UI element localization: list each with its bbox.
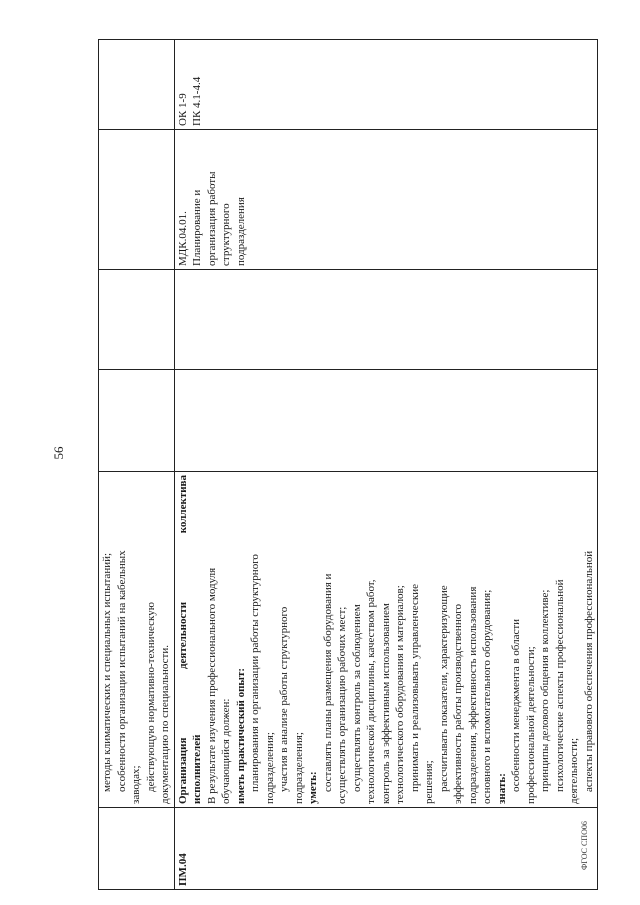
practical-line: подразделения; <box>292 732 305 804</box>
skill-line: эффективность работы производственного <box>452 604 464 804</box>
curriculum-table-rotated <box>98 40 593 890</box>
knowledge-line: психологические аспекты профессиональной <box>553 579 566 792</box>
page-number: 56 <box>51 446 66 460</box>
text-line: действующую нормативно-техническую <box>144 602 157 792</box>
competency-line: ОК 1-9 <box>176 93 189 126</box>
mdk-line: Планирование и <box>191 189 203 266</box>
text-line: заводах; <box>130 765 142 804</box>
competency-line: ПК 4.1-4.4 <box>191 76 203 126</box>
cell-empty <box>99 40 175 130</box>
footer-stamp: ФГОС СПО06 <box>580 821 589 870</box>
table-row-continuation <box>99 40 175 890</box>
cell-module-code <box>174 808 598 890</box>
skill-line: осуществлять контроль за соблюдением <box>350 604 363 792</box>
knowledge-line: профессиональной деятельности; <box>524 646 537 804</box>
intro-line: обучающийся должен: <box>220 698 232 804</box>
skill-line: технологической дисциплины, качеством работ, <box>365 579 377 804</box>
cell-empty <box>99 270 175 370</box>
text-line: методы климатических и специальных испытаний; <box>101 552 113 792</box>
skill-line: принимать и реализовывать управленческие <box>408 584 421 792</box>
skills-heading: уметь: <box>307 771 319 804</box>
knowledge-heading: знать: <box>495 773 508 804</box>
knowledge-line: принципы делового общения в коллективе; <box>539 589 551 792</box>
knowledge-line: деятельности; <box>568 737 580 804</box>
skill-line: технологического оборудования и материалов; <box>394 585 406 804</box>
skill-line: рассчитывать показатели, характеризующие <box>437 585 450 792</box>
mdk-line: МДК.04.01. <box>176 211 189 266</box>
practical-heading: иметь практический опыт: <box>234 667 247 804</box>
skill-line: контроль за эффективным использованием <box>379 603 392 804</box>
curriculum-table <box>98 39 598 890</box>
module-title-line2: исполнителей <box>191 734 203 804</box>
cell-code-empty <box>99 808 175 890</box>
cell-empty <box>174 270 598 370</box>
skill-line: составлять планы размещения оборудования и <box>321 573 334 792</box>
practical-line: планирования и организации работы структурного <box>249 554 261 792</box>
practical-line: подразделения; <box>263 732 276 804</box>
text-line: особенности организации испытаний на кабельных <box>115 550 128 792</box>
mdk-line: подразделения <box>234 197 247 266</box>
title-word: деятельности <box>176 601 189 670</box>
skill-line: основного и вспомогательного оборудования; <box>481 589 493 804</box>
knowledge-line: особенности менеджмента в области <box>510 618 522 792</box>
module-title <box>176 475 191 804</box>
cell-empty <box>174 370 598 472</box>
module-code: ПМ.04 <box>176 853 189 886</box>
title-word: Организация <box>176 737 189 804</box>
cell-empty <box>99 130 175 270</box>
cell-mdk <box>174 130 598 270</box>
knowledge-line: аспекты правового обеспечения профессиональной <box>582 550 595 792</box>
intro-line: В результате изучения профессионального модуля <box>205 567 218 804</box>
cell-competencies <box>174 40 598 130</box>
cell-module-description <box>174 472 598 808</box>
cell-empty <box>99 370 175 472</box>
skill-line: решения; <box>423 760 435 804</box>
text-line: документацию по специальности. <box>159 645 171 804</box>
skill-line: подразделения, эффективность использования <box>466 586 479 804</box>
mdk-line: организация работы <box>205 171 218 266</box>
skill-line: осуществлять организацию рабочих мест; <box>336 606 348 804</box>
title-word: коллектива <box>176 475 189 534</box>
cell-description-continuation <box>99 472 175 808</box>
practical-line: участия в анализе работы структурного <box>278 606 290 792</box>
table-row-pm04 <box>174 40 598 890</box>
mdk-line: структурного <box>220 203 232 266</box>
